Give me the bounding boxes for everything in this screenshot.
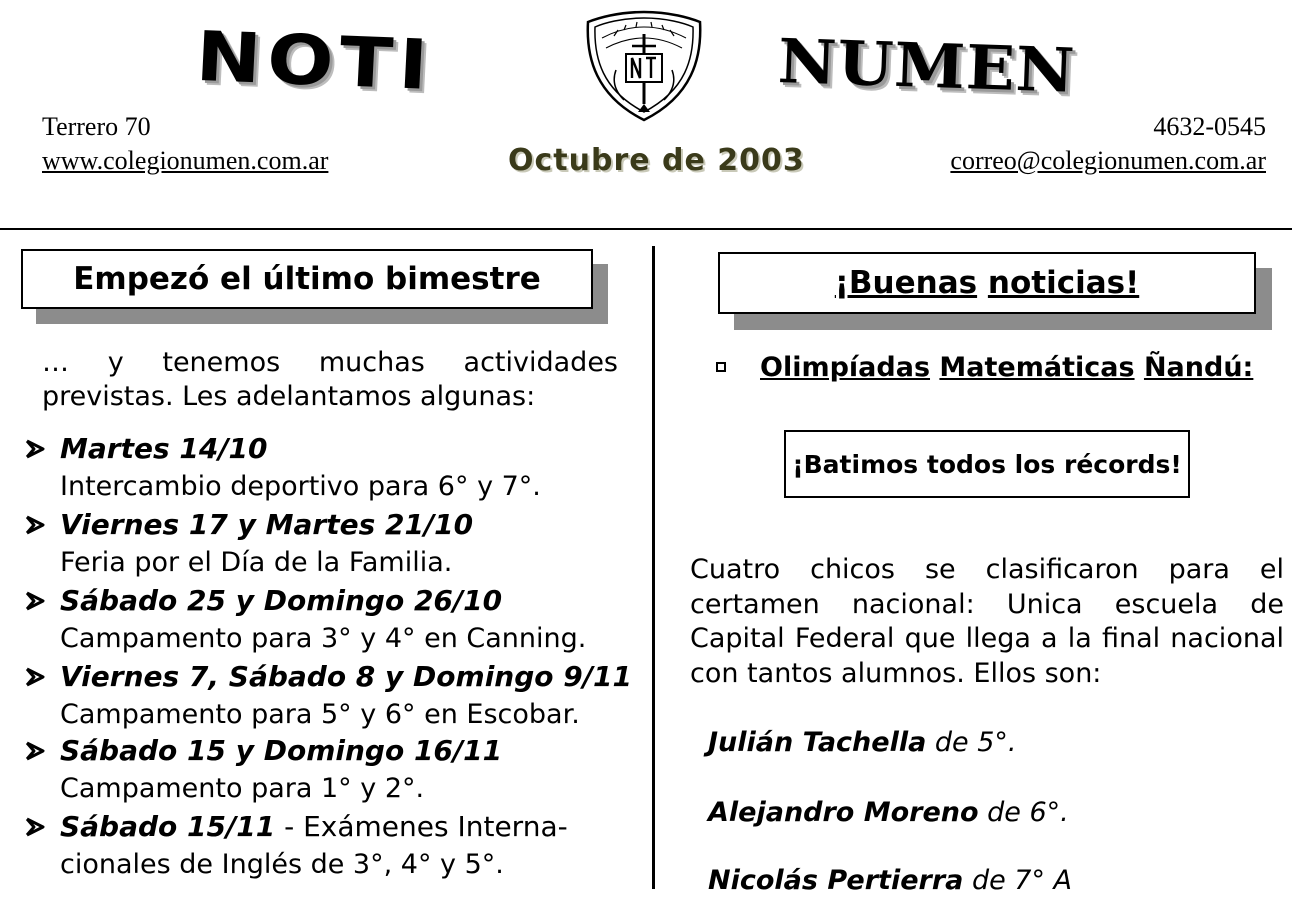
intro-line: previstas. Les adelantamos algunas: (42, 381, 536, 412)
event-date: Sábado 15 y Domingo 16/11 (60, 734, 503, 767)
square-bullet-icon (716, 362, 726, 372)
heading-word: ¡Buenas (834, 265, 978, 301)
event-date: Martes 14/10 (60, 432, 268, 465)
event-description: Campamento para 3° y 4° en Canning. (60, 623, 587, 654)
event-inline-description: - Exámenes Interna- (275, 810, 568, 843)
event-description: cionales de Inglés de 3°, 4° y 5°. (60, 849, 504, 880)
arrow-bullet-icon (24, 434, 46, 464)
paragraph-line: certamen nacional: Unica escuela de (690, 588, 1284, 620)
issue-date: Octubre de 2003 (508, 143, 805, 178)
masthead-title-numen: NUMEN (776, 25, 1077, 107)
student-grade: de 5°. (926, 727, 1017, 758)
left-section-heading: Empezó el último bimestre (21, 249, 593, 309)
event-description: Campamento para 5° y 6° en Escobar. (60, 699, 580, 730)
column-divider (652, 246, 655, 889)
paragraph-line: Cuatro chicos se clasificaron para el (690, 554, 1284, 585)
qualifiers-paragraph (690, 553, 1284, 691)
school-address: Terrero 70 (42, 112, 151, 141)
masthead-title-noti: NOTI (194, 17, 436, 106)
student-grade: de 7° A (963, 865, 1073, 896)
arrow-bullet-icon (24, 662, 46, 692)
header-divider (0, 228, 1292, 230)
school-website-link[interactable]: www.colegionumen.com.ar (42, 146, 329, 175)
event-date: Viernes 7, Sábado 8 y Domingo 9/11 (60, 660, 632, 693)
event-description: Feria por el Día de la Familia. (60, 547, 453, 578)
school-email-link[interactable]: correo@colegionumen.com.ar (950, 146, 1266, 175)
event-description: Intercambio deportivo para 6° y 7°. (60, 471, 541, 502)
olimpiadas-heading (760, 350, 1253, 386)
record-callout: ¡Batimos todos los récords! (784, 430, 1190, 498)
olimpiadas-word: Ñandú: (1143, 352, 1254, 383)
heading-word: noticias! (987, 265, 1140, 301)
arrow-bullet-icon (24, 586, 46, 616)
student-name: Alejandro Moreno (708, 797, 979, 828)
olimpiadas-word: Matemáticas (939, 352, 1135, 383)
event-date: Viernes 17 y Martes 21/10 (60, 508, 474, 541)
event-description: Campamento para 1° y 2°. (60, 773, 425, 804)
school-phone: 4632-0545 (1153, 112, 1266, 141)
student-name: Nicolás Pertierra (708, 865, 964, 896)
event-date (60, 810, 568, 844)
student-grade: de 6°. (978, 797, 1069, 828)
student-entry (708, 796, 1069, 830)
intro-line: … y tenemos muchas actividades (42, 347, 618, 378)
arrow-bullet-icon (24, 510, 46, 540)
paragraph-line: con tantos alumnos. Ellos son: (690, 657, 1102, 689)
student-entry (708, 726, 1017, 760)
event-date: Sábado 25 y Domingo 26/10 (60, 584, 503, 617)
student-entry (708, 864, 1072, 898)
left-intro-paragraph (42, 346, 618, 414)
olimpiadas-word: Olimpíadas (760, 352, 931, 383)
event-date-text: Sábado 15/11 (60, 810, 276, 843)
right-section-heading (718, 252, 1256, 314)
paragraph-line: Capital Federal que llega a la final nacional (690, 623, 1284, 654)
school-crest-icon (580, 8, 708, 124)
student-name: Julián Tachella (708, 727, 927, 758)
arrow-bullet-icon (24, 736, 46, 766)
arrow-bullet-icon (24, 812, 46, 842)
